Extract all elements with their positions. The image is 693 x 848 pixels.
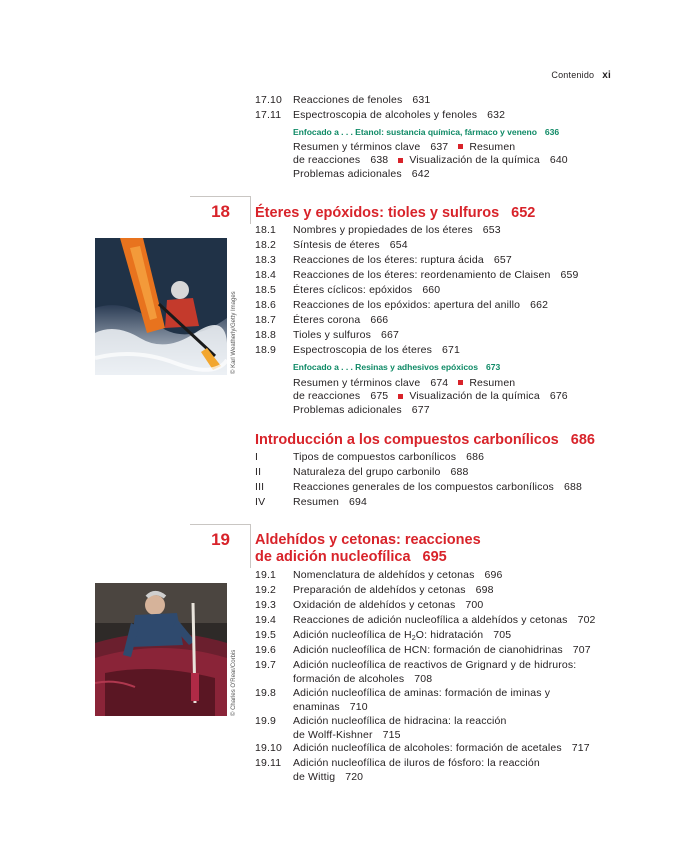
entry-page: 708 (414, 672, 433, 685)
entry-page: 710 (349, 700, 368, 713)
chapter-18-photo (95, 238, 227, 375)
entry-title: Adición nucleofílica de alcoholes: formación de acetales (293, 742, 562, 754)
entry-title: Adición nucleofílica de reactivos de Grignard y de hidruros: (293, 659, 577, 671)
focus-title: Enfocado a . . . Etanol: sustancia química, fármaco y veneno (293, 127, 537, 137)
entry-page: 653 (482, 224, 501, 236)
entry-title: Síntesis de éteres (293, 239, 380, 251)
entry-title: Oxidación de aldehídos y cetonas (293, 599, 456, 611)
reactions-summary-page: 638 (370, 154, 389, 167)
entry-title-cont: enaminas (293, 700, 340, 713)
entry-number: 19.11 (255, 757, 282, 769)
entry-title: Adición nucleofílica de aminas: formación de iminas y (293, 687, 551, 699)
entry-title-cont: de Wittig (293, 770, 336, 783)
entry-number: 18.7 (255, 314, 277, 326)
entry-number: 17.11 (255, 109, 282, 121)
entry-number: 19.5 (255, 629, 277, 641)
entry-page: 657 (493, 254, 512, 266)
entry-number: 19.7 (255, 659, 277, 671)
entry-title: Reacciones de los éteres: reordenamiento de Claisen (293, 269, 551, 281)
entry-title: Preparación de aldehídos y cetonas (293, 584, 466, 596)
reactions-summary-label-cont: de reacciones (293, 154, 361, 167)
chapter-divider-vertical (250, 524, 251, 568)
entry-page: 720 (345, 770, 364, 783)
chapter-title-text: Éteres y epóxidos: tioles y sulfuros (255, 205, 500, 221)
bullet-square-icon (398, 394, 403, 399)
entry-number: II (255, 466, 262, 478)
header-section: Contenido (551, 70, 595, 80)
entry-title: Adición nucleofílica de iluros de fósforo: la reacción (293, 757, 540, 769)
entry-title: Nombres y propiedades de los éteres (293, 224, 473, 236)
visualization-page: 640 (549, 154, 568, 167)
entry-title: Nomenclatura de aldehídos y cetonas (293, 569, 475, 581)
entry-title: Adición nucleofílica de HCN: formación de cianohidrinas (293, 644, 563, 656)
entry-title: Éteres cíclicos: epóxidos (293, 284, 413, 296)
winemaker-image (95, 583, 227, 716)
entry-title: Adición nucleofílica de hidracina: la reacción (293, 715, 507, 727)
entry-page: 688 (450, 466, 469, 478)
entry-page: 698 (475, 584, 494, 596)
chapter-summary-block (293, 377, 568, 417)
problems-page: 642 (411, 167, 430, 180)
entry-number: 18.4 (255, 269, 277, 281)
entry-number: IV (255, 496, 266, 508)
entry-page: 702 (577, 614, 596, 626)
chapter-divider (190, 196, 250, 197)
chapter-title-line-1: Aldehídos y cetonas: reacciones (255, 532, 481, 548)
problems-label: Problemas adicionales (293, 167, 402, 180)
section-page: 686 (570, 432, 595, 448)
entry-page: 688 (563, 481, 582, 493)
summary-label: Resumen y términos clave (293, 141, 421, 153)
entry-page: 659 (560, 269, 579, 281)
focus-page: 673 (485, 362, 501, 372)
entry-title-cont: O: hidratación (415, 629, 484, 641)
entry-number: 18.1 (255, 224, 277, 236)
focus-on-entry[interactable] (293, 362, 500, 372)
chapter-title[interactable] (255, 532, 481, 566)
entry-page: 631 (412, 94, 431, 106)
entry-page: 696 (484, 569, 503, 581)
entry-number: 19.9 (255, 715, 277, 727)
entry-page: 671 (442, 344, 461, 356)
focus-page: 636 (544, 127, 560, 137)
problems-label: Problemas adicionales (293, 403, 402, 416)
entry-page: 717 (571, 742, 590, 754)
entry-title: Reacciones de adición nucleofílica a aldehídos y cetonas (293, 614, 568, 626)
chapter-page: 695 (422, 549, 447, 565)
entry-number: 18.2 (255, 239, 277, 251)
entry-number: 19.1 (255, 569, 277, 581)
entry-number: 19.6 (255, 644, 277, 656)
entry-number: 18.8 (255, 329, 277, 341)
kayaker-image (95, 238, 227, 375)
reactions-summary-page: 675 (370, 390, 389, 403)
bullet-square-icon (458, 380, 463, 385)
entry-title: Reacciones de los éteres: ruptura ácida (293, 254, 484, 266)
summary-page: 674 (430, 377, 449, 389)
entry-page: 705 (493, 629, 512, 641)
entry-page: 654 (389, 239, 408, 251)
chapter-title-line-2: de adición nucleofílica (255, 549, 411, 565)
entry-title: Naturaleza del grupo carbonilo (293, 466, 441, 478)
chapter-number: 19 (211, 530, 230, 549)
visualization-label: Visualización de la química (409, 390, 540, 403)
entry-page: 700 (465, 599, 484, 611)
chapter-19-photo (95, 583, 227, 716)
chapter-number: 18 (211, 202, 230, 221)
entry-page: 686 (466, 451, 485, 463)
entry-page: 632 (487, 109, 506, 121)
entry-number: 18.6 (255, 299, 277, 311)
entry-title: Espectroscopia de alcoholes y fenoles (293, 109, 478, 121)
entry-page: 662 (530, 299, 549, 311)
entry-number: 18.3 (255, 254, 277, 266)
entry-number: 18.5 (255, 284, 277, 296)
entry-title-cont: de Wolff-Kishner (293, 728, 373, 741)
entry-number: 19.4 (255, 614, 277, 626)
header-page-number: xi (602, 70, 611, 81)
chapter-divider-vertical (250, 196, 251, 224)
visualization-page: 676 (549, 390, 568, 403)
chapter-page: 652 (511, 205, 536, 221)
entry-title: Reacciones de los epóxidos: apertura del anillo (293, 299, 521, 311)
bullet-square-icon (398, 158, 403, 163)
entry-title-cont: formación de alcoholes (293, 672, 405, 685)
entry-page: 707 (572, 644, 591, 656)
entry-page: 715 (382, 728, 401, 741)
entry-title: Reacciones generales de los compuestos carbonílicos (293, 481, 554, 493)
section-title[interactable] (255, 432, 595, 449)
entry-number: 19.8 (255, 687, 277, 699)
focus-on-entry[interactable] (293, 127, 559, 137)
entry-number: 18.9 (255, 344, 277, 356)
subscript: 2 (411, 635, 416, 642)
entry-page: 667 (381, 329, 400, 341)
entry-number: 19.3 (255, 599, 277, 611)
running-header (551, 70, 611, 81)
entry-title: Reacciones de fenoles (293, 94, 403, 106)
entry-number: III (255, 481, 265, 493)
entry-title: Resumen (293, 496, 339, 508)
reactions-summary-label-cont: de reacciones (293, 390, 361, 403)
entry-title: Tioles y sulfuros (293, 329, 372, 341)
entry-title: Tipos de compuestos carbonílicos (293, 451, 457, 463)
summary-label: Resumen y términos clave (293, 377, 421, 389)
entry-title: Espectroscopia de los éteres (293, 344, 433, 356)
entry-number: 19.2 (255, 584, 277, 596)
entry-number: I (255, 451, 259, 463)
entry-page: 666 (370, 314, 389, 326)
reactions-summary-label: Resumen (469, 377, 516, 389)
entry-page: 660 (422, 284, 441, 296)
reactions-summary-label: Resumen (469, 141, 516, 153)
entry-page: 694 (349, 496, 367, 508)
entry-number: 19.10 (255, 742, 283, 754)
summary-page: 637 (430, 141, 449, 153)
entry-title: Éteres corona (293, 314, 361, 326)
chapter-title[interactable] (255, 205, 535, 222)
problems-page: 677 (411, 403, 430, 416)
focus-title: Enfocado a . . . Resinas y adhesivos epóxicos (293, 362, 478, 372)
entry-number: 17.10 (255, 94, 283, 106)
entry-title: Adición nucleofílica de H (293, 629, 412, 641)
chapter-summary-block (293, 141, 568, 181)
bullet-square-icon (458, 144, 463, 149)
photo-credit: © Charles O'Rear/Corbis (231, 649, 237, 716)
section-title-text: Introducción a los compuestos carbonílicos (255, 432, 559, 448)
photo-credit: © Karl Weatherly/Getty Images (231, 291, 237, 374)
chapter-divider (190, 524, 250, 525)
visualization-label: Visualización de la química (409, 154, 540, 167)
